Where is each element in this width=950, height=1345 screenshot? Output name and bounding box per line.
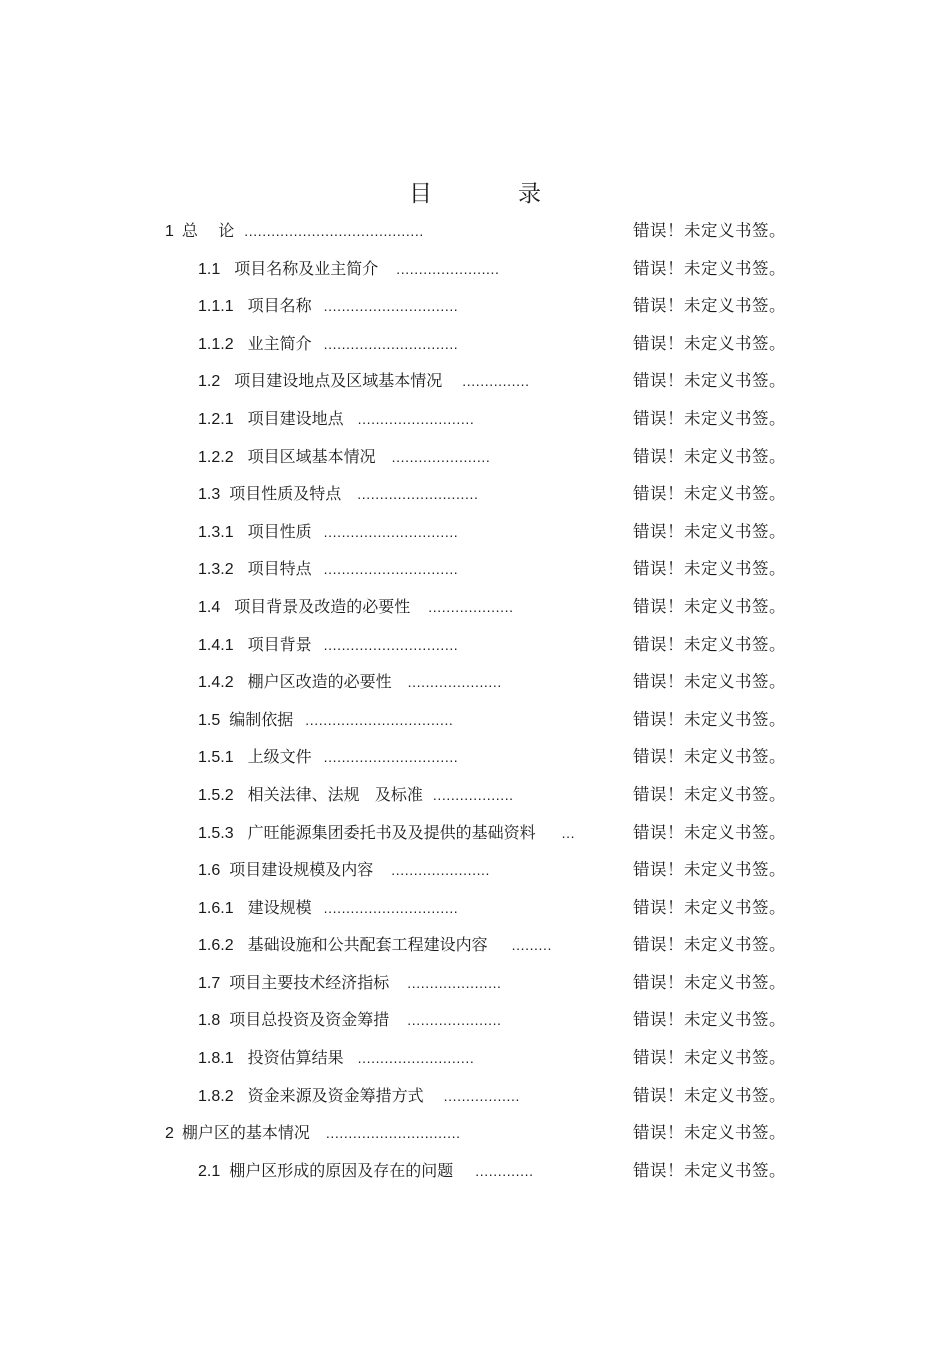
- toc-entry-leader: ...: [561, 824, 576, 841]
- toc-entry[interactable]: [0, 1114, 950, 1152]
- toc-entry[interactable]: [0, 626, 950, 664]
- toc-entry-page: 错误！未定义书签。: [633, 972, 786, 992]
- toc-entry[interactable]: [0, 400, 950, 438]
- toc-entry[interactable]: [0, 438, 950, 476]
- toc-entry[interactable]: [0, 776, 950, 814]
- toc-entry-title: 项目建设规模及内容: [229, 860, 374, 880]
- toc-entry-number: 1.3.1: [198, 523, 234, 541]
- toc-entry-page: 错误！未定义书签。: [633, 1010, 786, 1030]
- toc-entry-page: 错误！未定义书签。: [633, 1085, 786, 1105]
- toc-entry-page: 错误！未定义书签。: [633, 1160, 786, 1180]
- toc-entry-page: 错误！未定义书签。: [633, 1123, 786, 1143]
- toc-entry-page: 错误！未定义书签。: [633, 822, 786, 842]
- toc-entry-title: 业主简介: [247, 333, 312, 353]
- toc-entry-leader: ......................: [391, 448, 491, 465]
- toc-entry-number: 1.3: [198, 486, 221, 504]
- toc-entry-page: 错误！未定义书签。: [633, 333, 786, 353]
- toc-entry-title: 相关法律、法规 及标准: [247, 784, 423, 804]
- table-of-contents: [0, 212, 950, 1189]
- toc-entry[interactable]: [0, 814, 950, 852]
- toc-entry-number: 1.1.1: [198, 298, 234, 316]
- toc-entry-number: 1.4.2: [198, 674, 234, 692]
- toc-entry-number: 1: [165, 223, 174, 240]
- toc-entry[interactable]: [0, 588, 950, 626]
- toc-entry-page: 错误！未定义书签。: [633, 484, 786, 504]
- toc-entry[interactable]: [0, 550, 950, 588]
- toc-entry-page: 错误！未定义书签。: [633, 521, 786, 541]
- toc-entry-title: 棚户区形成的原因及存在的问题: [229, 1160, 454, 1180]
- toc-entry-page: 错误！未定义书签。: [633, 296, 786, 316]
- toc-entry-number: 1.3.2: [198, 561, 234, 579]
- toc-entry-leader: ........................................: [244, 223, 424, 239]
- toc-entry-number: 1.6: [198, 862, 221, 880]
- toc-entry-leader: ..............................: [323, 561, 459, 578]
- toc-entry[interactable]: [0, 250, 950, 288]
- toc-entry-number: 1.8: [198, 1012, 221, 1030]
- toc-entry-number: 1.2.1: [198, 410, 234, 428]
- toc-entry-leader: ..........................: [357, 1050, 475, 1067]
- toc-entry-title: 项目总投资及资金筹措: [229, 1010, 390, 1030]
- toc-entry[interactable]: [0, 287, 950, 325]
- toc-entry[interactable]: [0, 663, 950, 701]
- toc-entry-number: 1.1.2: [198, 335, 234, 353]
- toc-entry-title: 项目主要技术经济指标: [229, 972, 390, 992]
- toc-entry-title: 基础设施和公共配套工程建设内容: [247, 935, 488, 955]
- toc-entry[interactable]: [0, 475, 950, 513]
- toc-entry[interactable]: [0, 738, 950, 776]
- toc-entry-leader: .........: [511, 937, 553, 954]
- toc-entry-page: 错误！未定义书签。: [633, 935, 786, 955]
- toc-entry-leader: ...................: [428, 598, 514, 615]
- toc-entry-leader: ...............: [462, 373, 530, 390]
- toc-entry-title: 资金来源及资金筹措方式: [247, 1085, 424, 1105]
- toc-entry-number: 2.1: [198, 1162, 221, 1180]
- toc-entry-number: 1.4: [198, 598, 221, 616]
- toc-entry[interactable]: [0, 851, 950, 889]
- toc-entry-number: 1.8.2: [198, 1087, 234, 1105]
- toc-entry-title: 项目性质: [247, 521, 312, 541]
- toc-entry[interactable]: [0, 889, 950, 927]
- toc-entry[interactable]: [0, 701, 950, 739]
- toc-entry[interactable]: [0, 964, 950, 1002]
- toc-entry-title: 总 论: [181, 221, 235, 240]
- toc-entry-number: 1.7: [198, 974, 221, 992]
- toc-entry-page: 错误！未定义书签。: [633, 672, 786, 692]
- toc-entry-leader: ......................: [391, 862, 491, 879]
- toc-entry-page: 错误！未定义书签。: [633, 747, 786, 767]
- toc-entry-number: 1.5: [198, 711, 221, 729]
- toc-entry-title: 项目背景及改造的必要性: [234, 596, 411, 616]
- toc-entry-number: 1.6.1: [198, 899, 234, 917]
- toc-entry-title: 项目特点: [247, 559, 312, 579]
- toc-heading-part2: 录: [518, 181, 541, 207]
- toc-entry-title: 建设规模: [247, 897, 312, 917]
- toc-entry-page: 错误！未定义书签。: [633, 784, 786, 804]
- toc-entry-leader: ..............................: [323, 523, 459, 540]
- toc-entry-leader: .....................: [407, 674, 502, 691]
- toc-entry-number: 1.2: [198, 373, 221, 391]
- toc-entry-leader: .................: [443, 1087, 520, 1104]
- toc-entry-number: 2: [165, 1125, 174, 1143]
- toc-entry-number: 1.8.1: [198, 1050, 234, 1068]
- toc-entry-title: 项目建设地点: [247, 408, 344, 428]
- toc-entry-leader: .............: [475, 1162, 534, 1179]
- toc-entry-number: 1.2.2: [198, 448, 234, 466]
- toc-entry[interactable]: [0, 513, 950, 551]
- toc-entry-title: 项目名称: [247, 296, 312, 316]
- toc-entry-title: 项目性质及特点: [229, 484, 342, 504]
- toc-entry-page: 错误！未定义书签。: [633, 221, 786, 240]
- toc-entry[interactable]: [0, 1039, 950, 1077]
- toc-entry-number: 1.6.2: [198, 937, 234, 955]
- toc-entry-leader: ..............................: [323, 298, 459, 315]
- toc-entry-page: 错误！未定义书签。: [633, 446, 786, 466]
- toc-entry-leader: .................................: [305, 711, 454, 728]
- toc-entry-page: 错误！未定义书签。: [633, 559, 786, 579]
- toc-entry-page: 错误！未定义书签。: [633, 258, 786, 278]
- toc-entry[interactable]: [0, 1001, 950, 1039]
- toc-entry-leader: ...........................: [357, 486, 479, 503]
- toc-entry-page: 错误！未定义书签。: [633, 897, 786, 917]
- toc-entry-title: 棚户区改造的必要性: [247, 672, 392, 692]
- toc-entry-number: 1.1: [198, 260, 221, 278]
- toc-entry[interactable]: [0, 325, 950, 363]
- toc-entry[interactable]: [0, 1077, 950, 1115]
- toc-entry-number: 1.5.1: [198, 749, 234, 767]
- toc-entry-leader: ..............................: [323, 899, 459, 916]
- toc-entry-leader: ..............................: [323, 335, 459, 352]
- toc-entry-title: 上级文件: [247, 747, 312, 767]
- toc-entry-leader: .......................: [396, 260, 500, 277]
- toc-entry[interactable]: [0, 362, 950, 400]
- toc-entry-title: 棚户区的基本情况: [181, 1123, 310, 1143]
- toc-entry-page: 错误！未定义书签。: [633, 596, 786, 616]
- toc-entry-page: 错误！未定义书签。: [633, 371, 786, 391]
- toc-entry-leader: ..............................: [323, 749, 459, 766]
- toc-entry-title: 广旺能源集团委托书及及提供的基础资料: [247, 822, 536, 842]
- toc-entry-page: 错误！未定义书签。: [633, 860, 786, 880]
- toc-entry[interactable]: [0, 926, 950, 964]
- toc-entry-number: 1.4.1: [198, 636, 234, 654]
- toc-entry-page: 错误！未定义书签。: [633, 709, 786, 729]
- toc-entry-number: 1.5.2: [198, 786, 234, 804]
- toc-entry-number: 1.5.3: [198, 824, 234, 842]
- toc-entry-leader: .....................: [407, 1012, 502, 1029]
- toc-entry-leader: ..................: [432, 786, 514, 803]
- toc-entry-title: 项目建设地点及区域基本情况: [234, 371, 443, 391]
- toc-entry-title: 项目背景: [247, 634, 312, 654]
- toc-entry-title: 项目区域基本情况: [247, 446, 376, 466]
- toc-entry-leader: ..........................: [357, 410, 475, 427]
- toc-entry-page: 错误！未定义书签。: [633, 1048, 786, 1068]
- toc-entry-leader: .....................: [407, 974, 502, 991]
- toc-entry-title: 编制依据: [229, 709, 294, 729]
- toc-entry[interactable]: [0, 212, 950, 250]
- toc-entry-page: 错误！未定义书签。: [633, 408, 786, 428]
- toc-entry-title: 项目名称及业主简介: [234, 258, 379, 278]
- toc-entry-leader: ..............................: [325, 1125, 461, 1142]
- toc-entry-leader: ..............................: [323, 636, 459, 653]
- toc-heading: [0, 178, 950, 210]
- toc-entry[interactable]: [0, 1152, 950, 1190]
- toc-entry-page: 错误！未定义书签。: [633, 634, 786, 654]
- toc-entry-title: 投资估算结果: [247, 1048, 344, 1068]
- toc-heading-part1: 目: [409, 181, 432, 207]
